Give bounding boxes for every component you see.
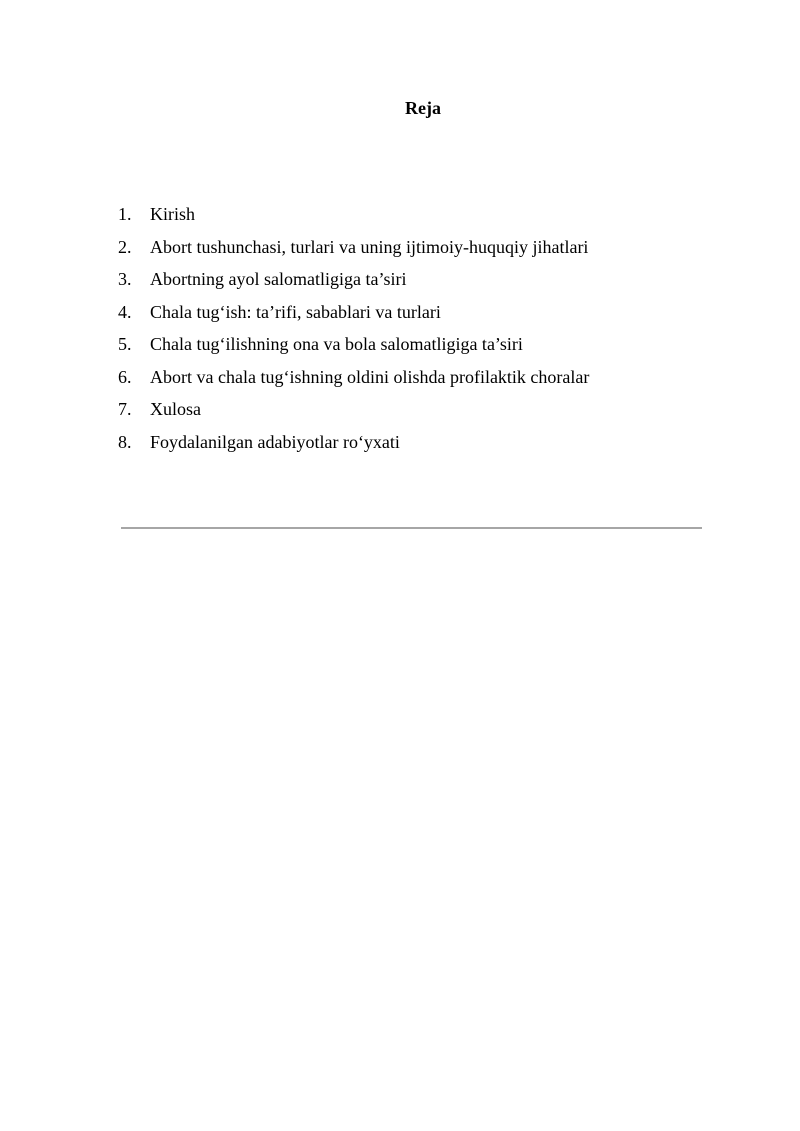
list-item-number: 1.	[118, 204, 132, 224]
list-item-number: 8.	[118, 431, 132, 452]
table-of-contents	[118, 198, 589, 458]
list-item-number: 6.	[118, 366, 132, 387]
horizontal-divider	[121, 527, 702, 529]
list-item-number: 3.	[118, 269, 132, 289]
list-item	[118, 231, 589, 264]
list-item-number: 5.	[118, 334, 132, 354]
list-item-text: Foydalanilgan adabiyotlar ro‘yxati	[150, 431, 400, 452]
list-item	[118, 328, 589, 361]
list-item-text: Chala tug‘ilishning ona va bola salomatligiga ta’siri	[150, 334, 523, 354]
list-item-text: Abort va chala tug‘ishning oldini olishda profilaktik choralar	[150, 366, 590, 387]
page-title: Reja	[405, 98, 441, 118]
list-item	[118, 393, 589, 426]
list-item-text: Chala tug‘ish: ta’rifi, sabablari va turlari	[150, 301, 441, 322]
list-item-number: 4.	[118, 301, 132, 322]
list-item	[118, 198, 589, 231]
list-item	[118, 426, 589, 459]
list-item-text: Abort tushunchasi, turlari va uning ijtimoiy-huquqiy jihatlari	[150, 236, 589, 257]
list-item	[118, 263, 589, 296]
list-item-text: Xulosa	[150, 399, 201, 419]
list-item	[118, 296, 589, 329]
list-item-number: 2.	[118, 236, 132, 257]
list-item	[118, 361, 589, 394]
list-item-text: Kirish	[150, 204, 195, 224]
list-item-text: Abortning ayol salomatligiga ta’siri	[150, 269, 407, 289]
list-item-number: 7.	[118, 399, 132, 419]
